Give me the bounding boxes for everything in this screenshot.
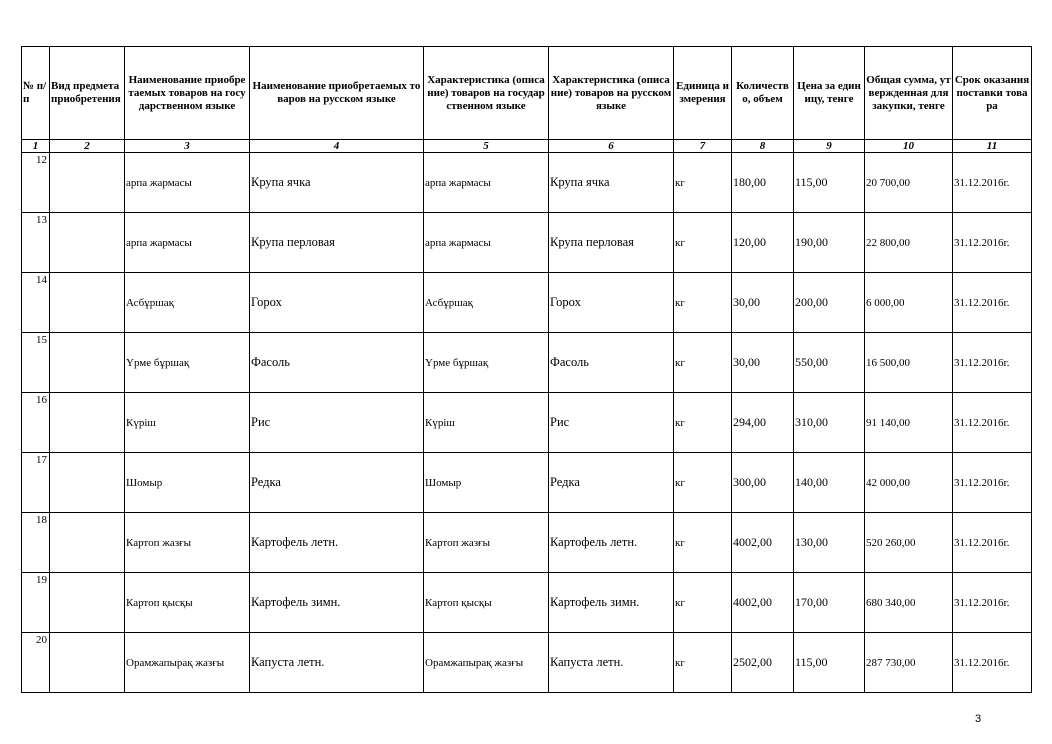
item-unit: кг: [674, 213, 732, 273]
row-number: 19: [22, 573, 50, 633]
item-name-kz: Картоп қысқы: [125, 573, 250, 633]
header-cell: Цена за единицу, тенге: [794, 47, 865, 140]
item-desc-ru: Рис: [549, 393, 674, 453]
column-number-row: [22, 140, 1032, 153]
item-deadline: 31.12.2016г.: [953, 213, 1032, 273]
item-type: [50, 513, 125, 573]
item-desc-kz: арпа жармасы: [424, 213, 549, 273]
item-unit: кг: [674, 273, 732, 333]
header-cell: Характеристика (описание) товаров на государственном языке: [424, 47, 549, 140]
item-name-ru: Крупа ячка: [250, 153, 424, 213]
item-deadline: 31.12.2016г.: [953, 513, 1032, 573]
item-price: 200,00: [794, 273, 865, 333]
item-deadline: 31.12.2016г.: [953, 273, 1032, 333]
item-total: 22 800,00: [865, 213, 953, 273]
column-number: 6: [549, 140, 674, 153]
item-desc-ru: Картофель зимн.: [549, 573, 674, 633]
item-desc-kz: Үрме бұршақ: [424, 333, 549, 393]
procurement-table: [21, 46, 1032, 693]
item-type: [50, 153, 125, 213]
item-name-kz: арпа жармасы: [125, 213, 250, 273]
header-cell: Общая сумма, утвержденная для закупки, тенге: [865, 47, 953, 140]
item-total: 287 730,00: [865, 633, 953, 693]
row-number: 18: [22, 513, 50, 573]
table-row: [22, 573, 1032, 633]
item-name-ru: Крупа перловая: [250, 213, 424, 273]
header-cell: Наименование приобретаемых товаров на государственном языке: [125, 47, 250, 140]
page-number: 3: [975, 713, 982, 725]
column-number: 7: [674, 140, 732, 153]
item-quantity: 294,00: [732, 393, 794, 453]
column-number: 11: [953, 140, 1032, 153]
item-desc-kz: Картоп жазғы: [424, 513, 549, 573]
column-number: 8: [732, 140, 794, 153]
item-type: [50, 273, 125, 333]
item-total: 680 340,00: [865, 573, 953, 633]
table-row: [22, 333, 1032, 393]
item-unit: кг: [674, 633, 732, 693]
item-quantity: 120,00: [732, 213, 794, 273]
item-price: 550,00: [794, 333, 865, 393]
item-price: 170,00: [794, 573, 865, 633]
item-type: [50, 633, 125, 693]
item-unit: кг: [674, 333, 732, 393]
item-deadline: 31.12.2016г.: [953, 333, 1032, 393]
item-total: 520 260,00: [865, 513, 953, 573]
item-unit: кг: [674, 513, 732, 573]
item-deadline: 31.12.2016г.: [953, 573, 1032, 633]
item-desc-kz: Күріш: [424, 393, 549, 453]
item-price: 310,00: [794, 393, 865, 453]
item-quantity: 30,00: [732, 273, 794, 333]
item-name-ru: Капуста летн.: [250, 633, 424, 693]
table-row: [22, 633, 1032, 693]
item-price: 115,00: [794, 633, 865, 693]
header-cell: № п/п: [22, 47, 50, 140]
item-total: 16 500,00: [865, 333, 953, 393]
item-quantity: 4002,00: [732, 513, 794, 573]
item-desc-ru: Горох: [549, 273, 674, 333]
item-type: [50, 573, 125, 633]
item-name-ru: Фасоль: [250, 333, 424, 393]
item-unit: кг: [674, 393, 732, 453]
item-name-ru: Редка: [250, 453, 424, 513]
item-desc-ru: Крупа ячка: [549, 153, 674, 213]
item-quantity: 4002,00: [732, 573, 794, 633]
column-number: 10: [865, 140, 953, 153]
item-name-ru: Картофель летн.: [250, 513, 424, 573]
item-name-kz: Картоп жазғы: [125, 513, 250, 573]
table-row: [22, 273, 1032, 333]
item-name-kz: Орамжапырақ жазғы: [125, 633, 250, 693]
item-price: 130,00: [794, 513, 865, 573]
item-name-kz: Күріш: [125, 393, 250, 453]
table-row: [22, 393, 1032, 453]
item-deadline: 31.12.2016г.: [953, 633, 1032, 693]
item-desc-ru: Фасоль: [549, 333, 674, 393]
row-number: 12: [22, 153, 50, 213]
item-price: 190,00: [794, 213, 865, 273]
item-desc-ru: Крупа перловая: [549, 213, 674, 273]
item-desc-kz: Асбұршақ: [424, 273, 549, 333]
item-total: 91 140,00: [865, 393, 953, 453]
header-row: [22, 47, 1032, 140]
item-name-kz: Шомыр: [125, 453, 250, 513]
row-number: 15: [22, 333, 50, 393]
item-desc-kz: арпа жармасы: [424, 153, 549, 213]
item-deadline: 31.12.2016г.: [953, 393, 1032, 453]
item-quantity: 2502,00: [732, 633, 794, 693]
item-type: [50, 393, 125, 453]
header-cell: Количество, объем: [732, 47, 794, 140]
item-name-ru: Картофель зимн.: [250, 573, 424, 633]
item-total: 6 000,00: [865, 273, 953, 333]
row-number: 13: [22, 213, 50, 273]
item-quantity: 300,00: [732, 453, 794, 513]
item-quantity: 30,00: [732, 333, 794, 393]
column-number: 5: [424, 140, 549, 153]
item-type: [50, 453, 125, 513]
column-number: 2: [50, 140, 125, 153]
item-name-ru: Горох: [250, 273, 424, 333]
table-row: [22, 213, 1032, 273]
item-desc-ru: Редка: [549, 453, 674, 513]
item-price: 115,00: [794, 153, 865, 213]
row-number: 16: [22, 393, 50, 453]
header-cell: Наименование приобретаемых товаров на русском языке: [250, 47, 424, 140]
item-desc-kz: Картоп қысқы: [424, 573, 549, 633]
item-name-kz: арпа жармасы: [125, 153, 250, 213]
header-cell: Единица измерения: [674, 47, 732, 140]
item-deadline: 31.12.2016г.: [953, 453, 1032, 513]
header-cell: Вид предмета приобретения: [50, 47, 125, 140]
column-number: 4: [250, 140, 424, 153]
row-number: 14: [22, 273, 50, 333]
item-desc-ru: Капуста летн.: [549, 633, 674, 693]
column-number: 1: [22, 140, 50, 153]
item-desc-ru: Картофель летн.: [549, 513, 674, 573]
item-desc-kz: Шомыр: [424, 453, 549, 513]
item-deadline: 31.12.2016г.: [953, 153, 1032, 213]
item-quantity: 180,00: [732, 153, 794, 213]
item-name-kz: Үрме бұршақ: [125, 333, 250, 393]
item-total: 42 000,00: [865, 453, 953, 513]
item-desc-kz: Орамжапырақ жазғы: [424, 633, 549, 693]
item-unit: кг: [674, 153, 732, 213]
row-number: 20: [22, 633, 50, 693]
header-cell: Характеристика (описание) товаров на русском языке: [549, 47, 674, 140]
table-row: [22, 153, 1032, 213]
item-price: 140,00: [794, 453, 865, 513]
item-total: 20 700,00: [865, 153, 953, 213]
row-number: 17: [22, 453, 50, 513]
table-row: [22, 513, 1032, 573]
header-cell: Срок оказания поставки товара: [953, 47, 1032, 140]
item-name-ru: Рис: [250, 393, 424, 453]
item-unit: кг: [674, 573, 732, 633]
item-type: [50, 213, 125, 273]
item-type: [50, 333, 125, 393]
table-row: [22, 453, 1032, 513]
column-number: 3: [125, 140, 250, 153]
item-name-kz: Асбұршақ: [125, 273, 250, 333]
item-unit: кг: [674, 453, 732, 513]
column-number: 9: [794, 140, 865, 153]
